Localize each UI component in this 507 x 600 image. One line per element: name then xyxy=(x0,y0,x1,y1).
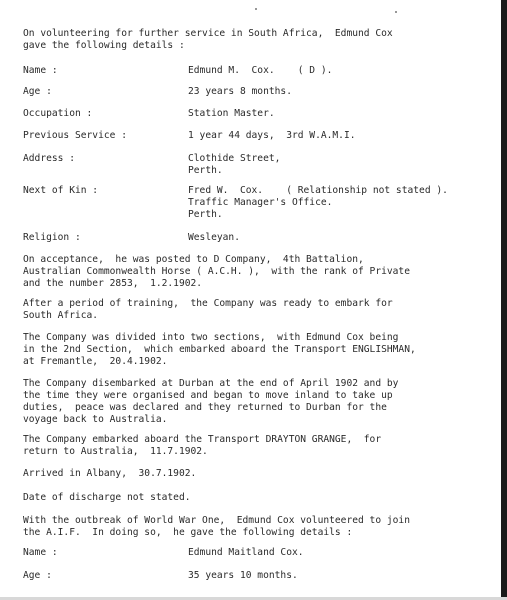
scan-speck xyxy=(255,8,257,10)
detail-row-age xyxy=(23,86,493,98)
detail-label: Next of Kin : xyxy=(23,185,99,196)
detail-label: Address : xyxy=(23,153,75,164)
scan-speck xyxy=(395,11,397,13)
detail-row-occupation xyxy=(23,108,493,120)
detail-label: Age : xyxy=(23,86,52,97)
detail-value: Clothide Street, xyxy=(188,153,281,164)
paragraph-ww1: With the outbreak of World War One, Edmund Cox volunteered to join the A.I.F. In doing so, he gave the following details : xyxy=(23,515,410,538)
detail-row-next-of-kin xyxy=(23,185,493,197)
detail-label: Age : xyxy=(23,570,52,581)
detail-label: Religion : xyxy=(23,232,81,243)
detail-value: Edmund Maitland Cox. xyxy=(188,547,304,558)
detail-row-next-of-kin-cont2 xyxy=(23,209,493,221)
detail-label: Occupation : xyxy=(23,108,93,119)
detail-value: 23 years 8 months. xyxy=(188,86,292,97)
detail-value: 35 years 10 months. xyxy=(188,570,298,581)
paragraph-durban: The Company disembarked at Durban at the end of April 1902 and by the time they were organised and began to move inland to take up duties, peace was declared and they returned to Durban for the voyage back to Australia. xyxy=(23,378,399,425)
detail-value: Perth. xyxy=(188,165,223,176)
paragraph-sections: The Company was divided into two sections, with Edmund Cox being in the 2nd Section, which embarked aboard the Transport ENGLISHMAN, at Fremantle, 20.4.1902. xyxy=(23,332,416,367)
detail-label: Name : xyxy=(23,547,58,558)
detail-row-address-cont xyxy=(23,165,493,177)
detail-label: Previous Service : xyxy=(23,130,127,141)
detail-value: Perth. xyxy=(188,209,223,220)
detail-value: Wesleyan. xyxy=(188,232,240,243)
paragraph-albany: Arrived in Albany, 30.7.1902. xyxy=(23,468,197,479)
detail-row-previous-service xyxy=(23,130,493,142)
intro-paragraph: On volunteering for further service in South Africa, Edmund Cox gave the following details : xyxy=(23,28,393,51)
detail-row-next-of-kin-cont1 xyxy=(23,197,493,209)
detail-row-name-2 xyxy=(23,547,493,559)
detail-value: Fred W. Cox. ( Relationship not stated ). xyxy=(188,185,448,196)
detail-row-name xyxy=(23,65,493,77)
detail-row-religion xyxy=(23,232,493,244)
detail-label: Name : xyxy=(23,65,58,76)
paragraph-discharge: Date of discharge not stated. xyxy=(23,492,191,503)
detail-value: Station Master. xyxy=(188,108,275,119)
detail-value: 1 year 44 days, 3rd W.A.M.I. xyxy=(188,130,356,141)
scan-edge-right xyxy=(501,0,507,600)
detail-row-age-2 xyxy=(23,570,493,582)
paragraph-acceptance: On acceptance, he was posted to D Company, 4th Battalion, Australian Commonwealth Horse ( A.C.H. ), with the rank of Private and the number 2853, 1.2.1902. xyxy=(23,254,410,289)
paragraph-training: After a period of training, the Company was ready to embark for South Africa. xyxy=(23,298,393,321)
detail-value: Traffic Manager's Office. xyxy=(188,197,333,208)
detail-value: Edmund M. Cox. ( D ). xyxy=(188,65,333,76)
paragraph-return: The Company embarked aboard the Transport DRAYTON GRANGE, for return to Australia, 11.7.1902. xyxy=(23,434,382,457)
detail-row-address xyxy=(23,153,493,165)
